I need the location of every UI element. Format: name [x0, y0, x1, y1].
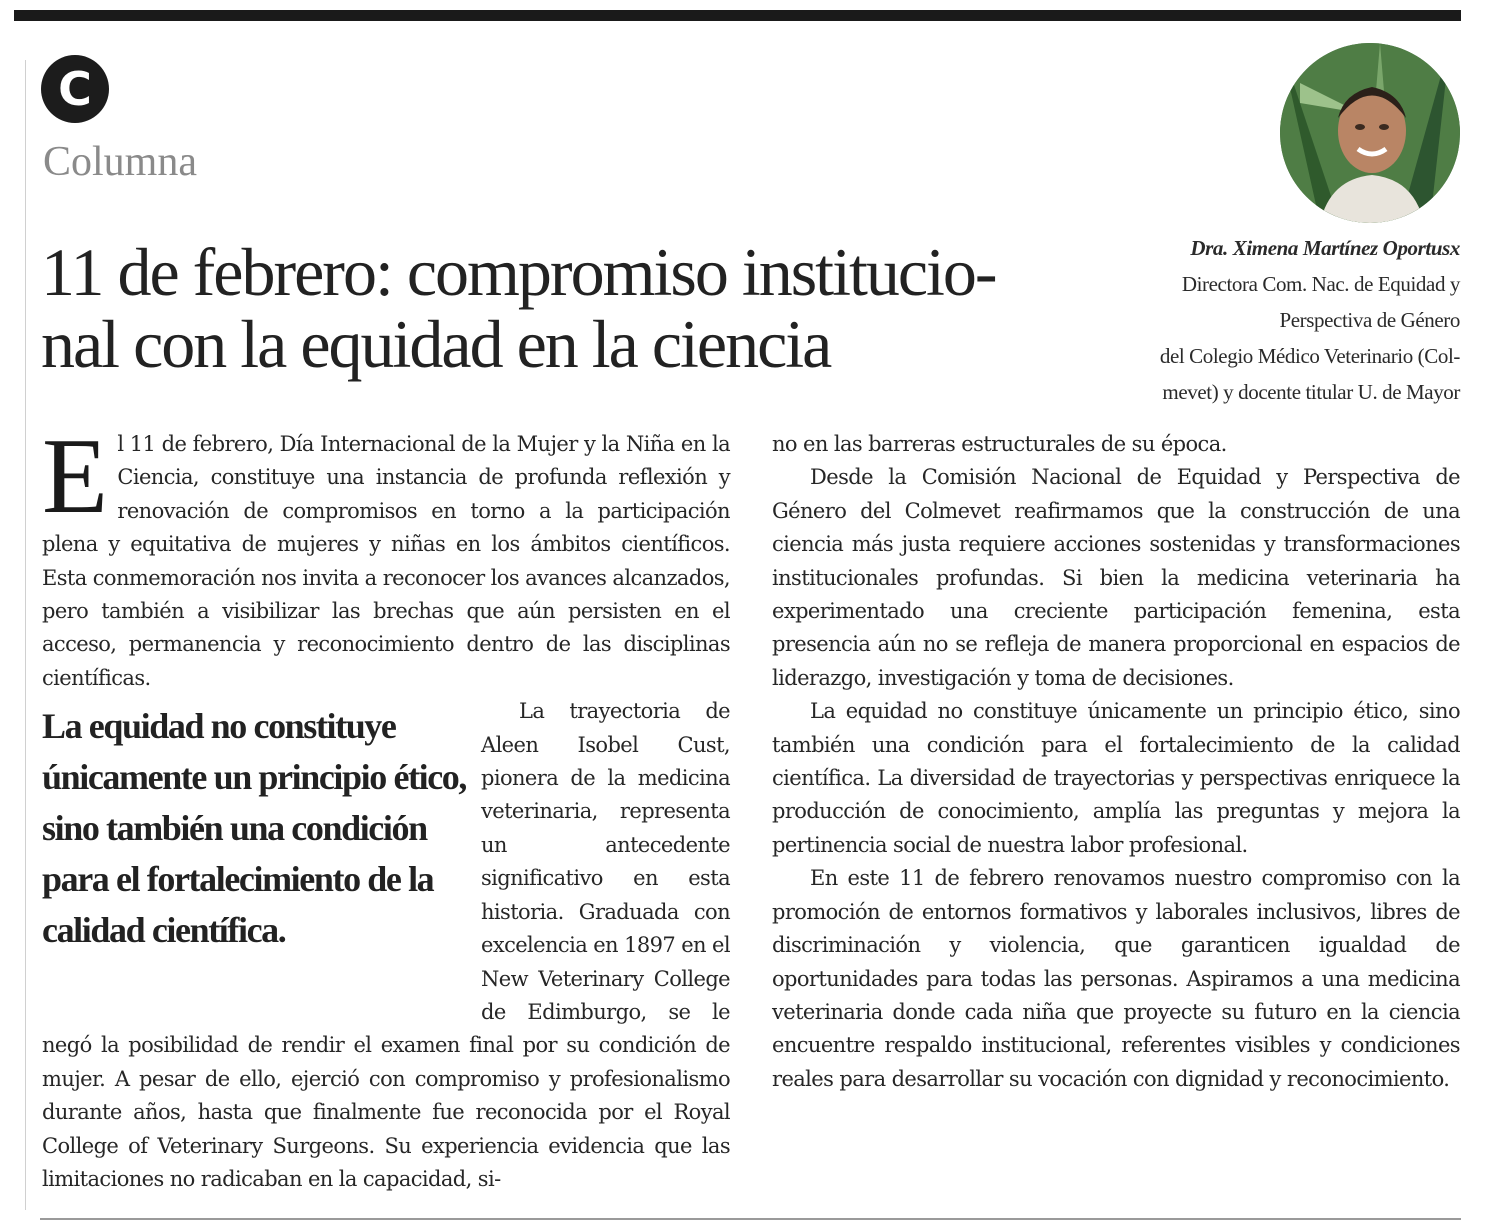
paragraph-5: En este 11 de febrero renovamos nuestro compromiso con la promoción de entornos formativos y laborales inclusivos, libres de discriminación y violencia, que garanticen igualdad de oportunidades para todas las personas. Aspiramos a una medicina veterinaria donde cada niña que proyecte su futuro en la ciencia encuentre respaldo institucional, referentes visibles y condiciones reales para desarrollar su vocación con dignidad y reconocimiento.	[772, 866, 1460, 1091]
column-badge-icon: C	[41, 55, 109, 123]
headline-line-2: nal con la equidad en la ciencia	[41, 306, 831, 382]
author-name: Dra. Ximena Martínez Oportusx	[1190, 236, 1460, 260]
paragraph-1-text: l 11 de febrero, Día Internacional de la Mujer y la Niña en la Ciencia, constituye una instancia de profunda reflexión y renovación de compromisos en torno a la participación plena y equitativa de mujeres y niñas en los ámbitos científicos. Esta conmemoración nos invita a reconocer los avances alcanzados, pero también a visibilizar las brechas que aún persisten en el acceso, permanencia y reconocimiento dentro de las disciplinas científicas.	[42, 432, 730, 690]
paragraph-3: Desde la Comisión Nacional de Equidad y Perspectiva de Género del Colmevet reafirmamos que la construcción de una ciencia más justa requiere acciones sostenidas y transformaciones institucionales profundas. Si bien la medicina veterinaria ha experimentado una creciente participación femenina, esta presencia aún no se refleja de manera proporcional en espacios de liderazgo, investigación y toma de decisiones.	[772, 465, 1460, 690]
paragraph-2-continued: no en las barreras estructurales de su época.	[772, 432, 1227, 456]
paragraph-1	[42, 417, 730, 695]
article-column-1	[42, 417, 730, 1196]
author-photo	[1280, 43, 1460, 223]
author-title-line: Perspectiva de Género	[1279, 308, 1460, 332]
author-title-line: del Colegio Médico Veterinario (Col-	[1159, 344, 1460, 368]
pullquote-box	[42, 695, 467, 1025]
author-title-line: mevet) y docente titular U. de Mayor	[1162, 380, 1460, 404]
section-label: Columna	[43, 139, 197, 185]
headline	[41, 236, 1091, 380]
drop-cap: E	[42, 417, 108, 536]
paragraph-4: La equidad no constituye únicamente un principio ético, sino también una condición para el fortalecimiento de la calidad científica. La diversidad de trayectorias y perspectivas enriquece la producción de conocimiento, amplía las preguntas y mejora la pertinencia social de nuestra labor profesional.	[772, 699, 1460, 857]
author-box	[1160, 230, 1460, 410]
paragraph-2: La trayectoria de Aleen Isobel Cust, pionera de la medicina veterinaria, representa un antecedente significativo en esta historia. Graduada con excelencia en 1897 en el New Veterinary College de Edimburgo, se le negó la posibilidad de rendir el examen final por su condición de mujer. A pesar de ello, ejerció con compromiso y profesionalismo durante años, hasta que finalmente fue reconocida por el Royal College of Veterinary Surgeons. Su experiencia evidencia que las limitaciones no radicaban en la capacidad, si-	[42, 699, 730, 1191]
article-column-2	[772, 428, 1460, 1096]
top-rule	[14, 10, 1461, 21]
pullquote: La equidad no constituye únicamente un principio ético, sino también una condición para el fortalecimiento de la calidad científica.	[42, 706, 466, 951]
headline-line-1: 11 de febrero: compromiso institucio-	[41, 234, 996, 310]
author-title-line: Directora Com. Nac. de Equidad y	[1181, 272, 1460, 296]
bottom-rule	[40, 1218, 1461, 1220]
left-margin-rule	[25, 60, 26, 1210]
